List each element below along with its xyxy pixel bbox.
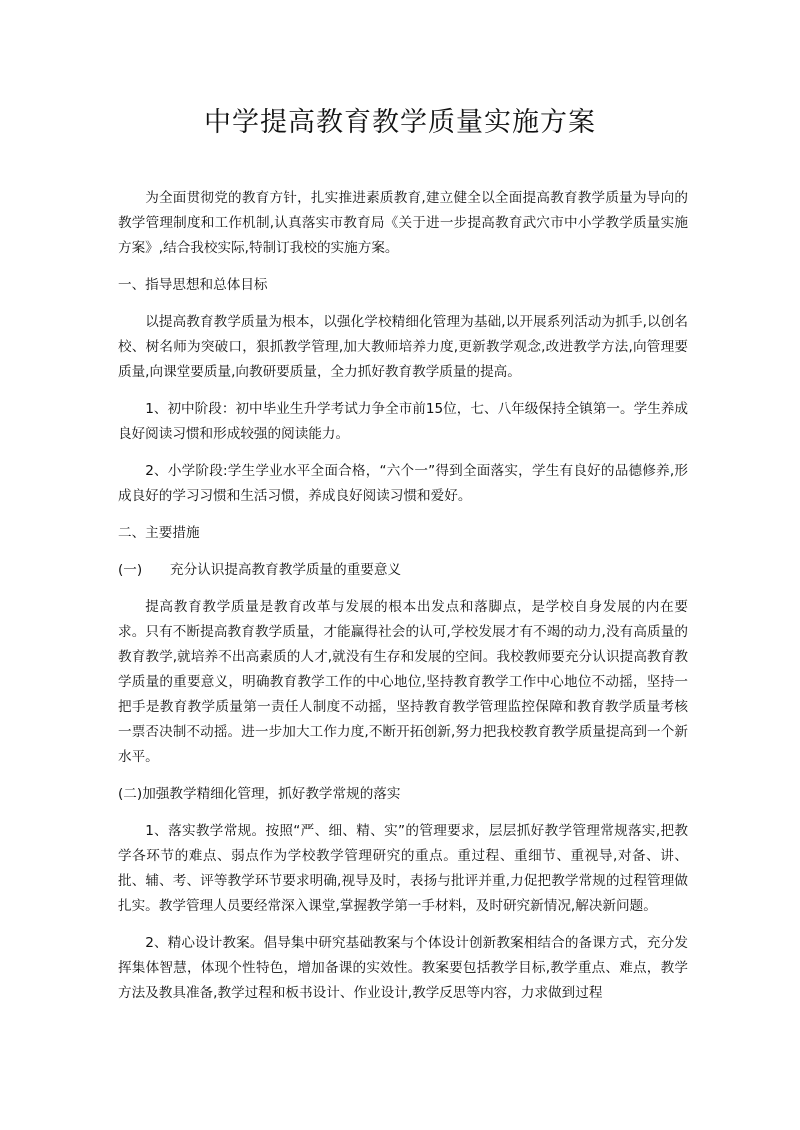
- section-heading-guiding: 一、指导思想和总体目标: [118, 277, 268, 293]
- document-title: 中学提高教育教学质量实施方案: [204, 107, 596, 138]
- intro-paragraph: 为全面贯彻党的教育方针，扎实推进素质教育,建立健全以全面提高教育教学质量为导向的教学管理制度和工作机制,认真落实市教育局《关于进一步提高教育武穴市中小学教学质量实施方案》,结合我校实际,特制订我校的实施方案。: [118, 190, 688, 256]
- subsection-title: 充分认识提高教育教学质量的重要意义: [170, 562, 402, 578]
- subsection-heading-1: [118, 558, 688, 583]
- subsection-heading-2: (二)加强教学精细化管理，抓好教学常规的落实: [118, 786, 401, 802]
- lesson-plan-paragraph: 2、精心设计教案。倡导集中研究基础教案与个体设计创新教案相结合的备课方式，充分发挥集体智慧，体现个性特色，增加备课的实效性。教案要包括教学目标,教学重点、难点，教学方法及教具准备,教学过程和板书设计、作业设计,教学反思等内容，力求做到过程: [118, 935, 688, 1001]
- guiding-paragraph: 以提高教育教学质量为根本，以强化学校精细化管理为基础,以开展系列活动为抓手,以创名校、树名师为突破口，狠抓教学管理,加大教师培养力度,更新教学观念,改进教学方法,向管理要质量,向课堂要质量,向教研要质量，全力抓好教育教学质量的提高。: [118, 314, 688, 380]
- section-heading-measures: 二、主要措施: [118, 525, 200, 541]
- primary-goal-paragraph: 2、小学阶段:学生学业水平全面合格，“六个一”得到全面落实，学生有良好的品德修养,形成良好的学习习惯和生活习惯，养成良好阅读习惯和爱好。: [118, 463, 688, 504]
- subsection-number: (一): [118, 562, 143, 578]
- document-body: [118, 186, 688, 1018]
- junior-goal-paragraph: 1、初中阶段：初中毕业生升学考试力争全市前15位，七、八年级保持全镇第一。学生养成良好阅读习惯和形成较强的阅读能力。: [118, 401, 688, 442]
- importance-paragraph: 提高教育教学质量是教育改革与发展的根本出发点和落脚点，是学校自身发展的内在要求。只有不断提高教育教学质量，才能赢得社会的认可,学校发展才有不竭的动力,没有高质量的教育教学,就培养不出高素质的人才,就没有生存和发展的空间。我校教师要充分认识提高教育教学质量的重要意义，明确教育教学工作的中心地位,坚持教育教学工作中心地位不动摇，坚持一把手是教育教学质量第一责任人制度不动摇，坚持教育教学管理监控保障和教育教学质量考核一票否决制不动摇。进一步加大工作力度,不断开拓创新,努力把我校教育教学质量提高到一个新水平。: [118, 599, 688, 765]
- routine-paragraph: 1、落实教学常规。按照“严、细、精、实”的管理要求，层层抓好教学管理常规落实,把教学各环节的难点、弱点作为学校教学管理研究的重点。重过程、重细节、重视导,对备、讲、批、辅、考、评等教学环节要求明确,视导及时，表扬与批评并重,力促把教学常规的过程管理做扎实。教学管理人员要经常深入课堂,掌握教学第一手材料，及时研究新情况,解决新问题。: [118, 823, 688, 914]
